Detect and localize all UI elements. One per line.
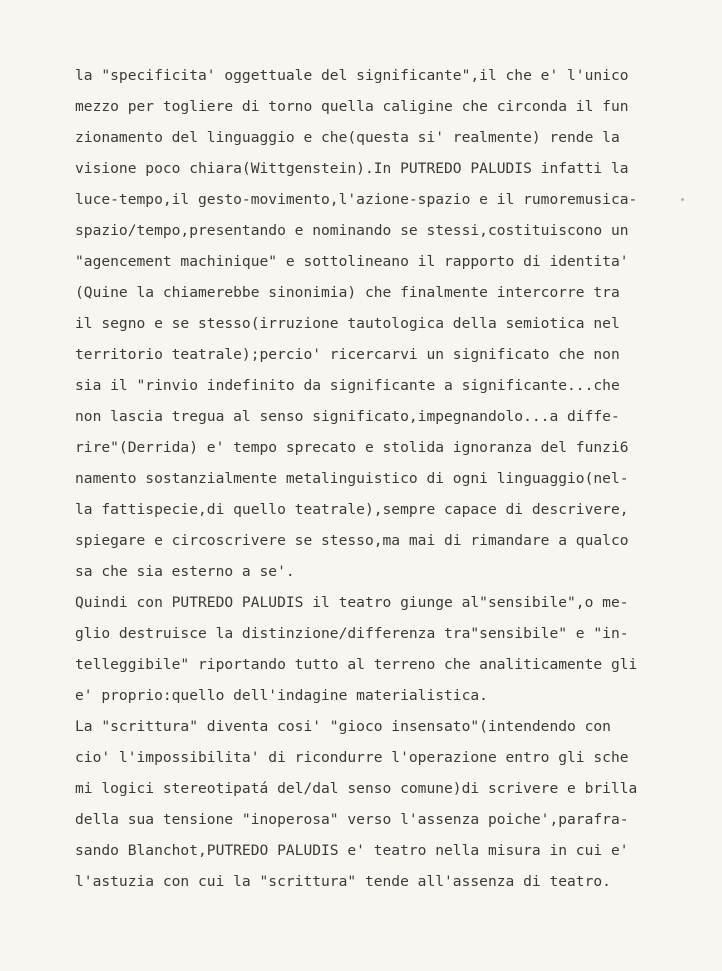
text-line: territorio teatrale);percio' ricercarvi un significato che non	[75, 346, 620, 363]
text-line: sia il "rinvio indefinito da significante a significante...che	[75, 377, 620, 394]
typewritten-text-body	[75, 60, 665, 897]
text-line: sando Blanchot,PUTREDO PALUDIS e' teatro nella misura in cui e'	[75, 842, 629, 859]
text-line: spazio/tempo,presentando e nominando se stessi,costituiscono un	[75, 222, 629, 239]
text-line: mezzo per togliere di torno quella caligine che circonda il fun	[75, 98, 629, 115]
text-line: la fattispecie,di quello teatrale),sempre capace di descrivere,	[75, 501, 629, 518]
text-line: "agencement machinique" e sottolineano il rapporto di identita'	[75, 253, 629, 270]
margin-speck	[681, 198, 684, 201]
text-line: il segno e se stesso(irruzione tautologica della semiotica nel	[75, 315, 620, 332]
text-line: La "scrittura" diventa cosi' "gioco insensato"(intendendo con	[75, 718, 611, 735]
text-line: mi logici stereotipatá del/dal senso comune)di scrivere e brilla	[75, 780, 638, 797]
text-line: l'astuzia con cui la "scrittura" tende all'assenza di teatro.	[75, 873, 611, 890]
text-line: luce-tempo,il gesto-movimento,l'azione-spazio e il rumoremusica-	[75, 191, 638, 208]
text-line: della sua tensione "inoperosa" verso l'assenza poiche',parafra-	[75, 811, 629, 828]
text-line: Quindi con PUTREDO PALUDIS il teatro giunge al"sensibile",o me-	[75, 594, 629, 611]
text-line: sa che sia esterno a se'.	[75, 563, 295, 580]
text-line: cio' l'impossibilita' di ricondurre l'operazione entro gli sche	[75, 749, 629, 766]
text-line: telleggibile" riportando tutto al terreno che analiticamente gli	[75, 656, 638, 673]
text-line: zionamento del linguaggio e che(questa si' realmente) rende la	[75, 129, 620, 146]
text-line: rire"(Derrida) e' tempo sprecato e stolida ignoranza del funzi6	[75, 439, 629, 456]
text-line: visione poco chiara(Wittgenstein).In PUTREDO PALUDIS infatti la	[75, 160, 629, 177]
text-line: glio destruisce la distinzione/differenza tra"sensibile" e "in-	[75, 625, 629, 642]
text-line: (Quine la chiamerebbe sinonimia) che finalmente intercorre tra	[75, 284, 620, 301]
text-line: e' proprio:quello dell'indagine materialistica.	[75, 687, 488, 704]
text-line: non lascia tregua al senso significato,impegnandolo...a diffe-	[75, 408, 620, 425]
text-line: spiegare e circoscrivere se stesso,ma mai di rimandare a qualco	[75, 532, 629, 549]
text-line: la "specificita' oggettuale del significante",il che e' l'unico	[75, 67, 629, 84]
text-line: namento sostanzialmente metalinguistico di ogni linguaggio(nel-	[75, 470, 629, 487]
